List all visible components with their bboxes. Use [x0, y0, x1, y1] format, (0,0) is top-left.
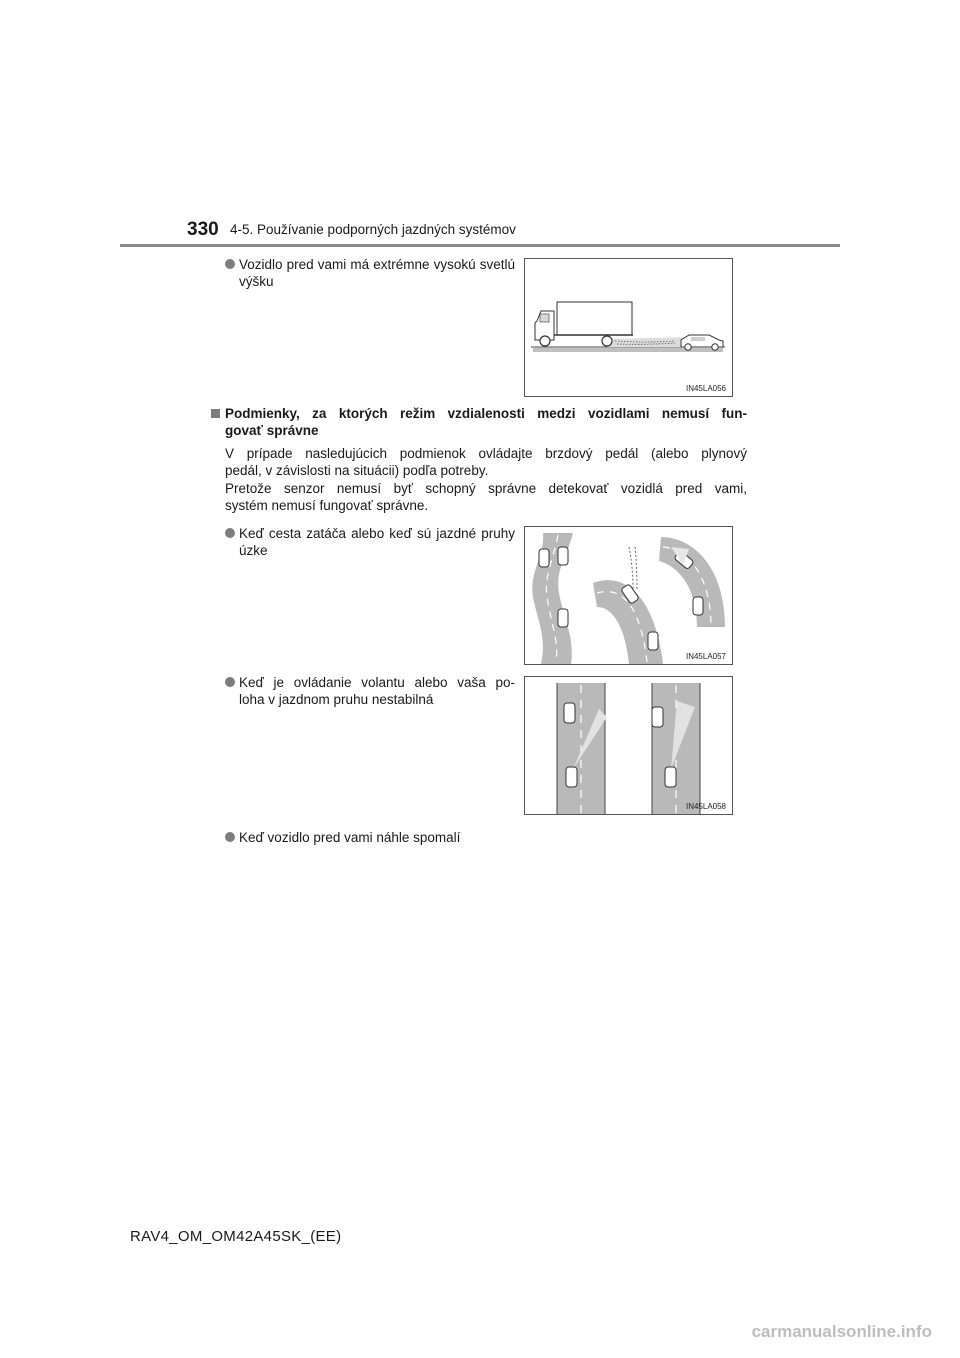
- figure-code: IN45LA056: [685, 384, 726, 393]
- bullet-dot-icon: [225, 259, 235, 269]
- truck-illustration: [525, 259, 732, 396]
- paragraph-sensor-limits: [225, 480, 747, 514]
- bullet-dot-icon: [225, 832, 235, 842]
- curved-roads-illustration: [525, 527, 732, 664]
- section-title: 4-5. Používanie podporných jazdných systémov: [230, 222, 516, 237]
- bullet-text-line: loha v jazdnom pruhu nestabilná: [239, 692, 434, 707]
- paragraph-line: V prípade nasledujúcich podmienok ovládajte brzdový pedál (alebo plynový: [225, 446, 747, 461]
- paragraph-line: systém nemusí fungovať správne.: [225, 498, 429, 513]
- straight-lanes-illustration: [525, 677, 732, 814]
- bullet-dot-icon: [225, 677, 235, 687]
- figure-unstable-lane-position: [524, 676, 733, 815]
- section-marker-icon: [211, 409, 220, 418]
- paragraph-brake-advice: [225, 445, 747, 479]
- page-number: 330: [187, 219, 219, 240]
- watermark-logo-text: carmanualsonline.info: [751, 1322, 932, 1341]
- bullet-text: Keď vozidlo pred vami náhle spomalí: [239, 830, 461, 845]
- bullet-text: Keď cesta zatáča alebo keď sú jazdné pruhy úzke: [239, 526, 515, 558]
- figure-high-clearance-truck: [524, 258, 733, 397]
- document-code: RAV4_OM_OM42A45SK_(EE): [130, 1228, 342, 1245]
- section-heading: [225, 405, 747, 439]
- section-heading-line2: govať správne: [225, 423, 319, 438]
- bullet-dot-icon: [225, 528, 235, 538]
- figure-code: IN45LA057: [685, 652, 726, 661]
- bullet-text: [239, 674, 515, 708]
- bullet-text: Vozidlo pred vami má extrémne vysokú svetlú výšku: [239, 257, 515, 289]
- figure-code: IN45LA058: [685, 802, 726, 811]
- section-heading-line1: Podmienky, za ktorých režim vzdialenosti medzi vozidlami nemusí fun-: [225, 406, 747, 421]
- paragraph-line: pedál, v závislosti na situácii) podľa potreby.: [225, 463, 489, 478]
- bullet-text-line: Keď je ovládanie volantu alebo vaša po-: [239, 675, 515, 690]
- paragraph-line: Pretože senzor nemusí byť schopný správne detekovať vozidlá pred vami,: [225, 481, 747, 496]
- figure-curved-roads: [524, 526, 733, 665]
- header-divider: [120, 244, 840, 247]
- watermark-logo: [722, 1322, 932, 1352]
